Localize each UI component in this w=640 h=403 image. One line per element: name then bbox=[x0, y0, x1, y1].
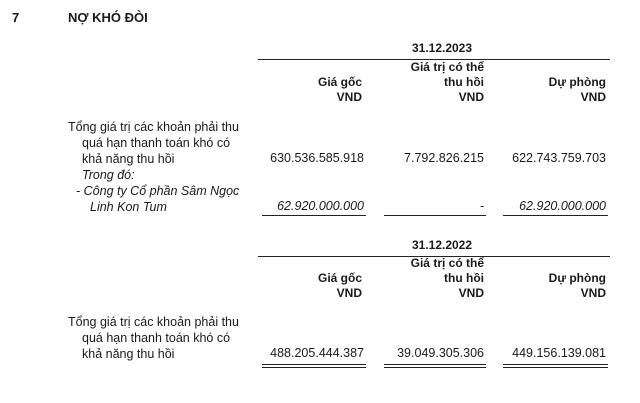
sub-heading: Trong đó: bbox=[82, 168, 135, 182]
sub-value-recoverable: - bbox=[479, 199, 484, 213]
section-number: 7 bbox=[12, 10, 20, 25]
header-cost: Giá gốc VND bbox=[317, 271, 362, 300]
total-double-rule-recoverable bbox=[384, 364, 486, 368]
header-recoverable: Giá trị có thể thu hồi VND bbox=[410, 60, 484, 104]
value-provision: 622.743.759.703 bbox=[512, 151, 606, 165]
value-cost: 630.536.585.918 bbox=[270, 151, 364, 165]
sub-value-cost: 62.920.000.000 bbox=[277, 199, 364, 213]
sub-underline-cost bbox=[262, 215, 366, 216]
section-title: NỢ KHÓ ĐÒI bbox=[68, 10, 148, 25]
header-provision: Dự phòng VND bbox=[548, 271, 606, 300]
header-provision: Dự phòng VND bbox=[548, 75, 606, 104]
sub-underline-recoverable bbox=[384, 215, 486, 216]
value-recoverable: 7.792.826.215 bbox=[404, 151, 484, 165]
sub-value-provision: 62.920.000.000 bbox=[519, 199, 606, 213]
sub-underline-provision bbox=[503, 215, 608, 216]
value-cost: 488.205.444.387 bbox=[270, 346, 364, 360]
total-double-rule-cost bbox=[262, 364, 366, 368]
value-recoverable: 39.049.305.306 bbox=[397, 346, 484, 360]
table-date: 31.12.2022 bbox=[411, 238, 473, 252]
header-cost: Giá gốc VND bbox=[317, 75, 362, 104]
row-label: Tổng giá trị các khoản phải thu quá hạn thanh toán khó có khả năng thu hồi bbox=[68, 315, 239, 361]
row-label: Tổng giá trị các khoản phải thu quá hạn thanh toán khó có khả năng thu hồi bbox=[68, 120, 239, 166]
value-provision: 449.156.139.081 bbox=[512, 346, 606, 360]
header-recoverable: Giá trị có thể thu hồi VND bbox=[410, 256, 484, 300]
total-double-rule-provision bbox=[503, 364, 608, 368]
sub-label: - Công ty Cổ phần Sâm Ngọc Linh Kon Tum bbox=[76, 184, 240, 214]
table-date: 31.12.2023 bbox=[411, 41, 473, 55]
